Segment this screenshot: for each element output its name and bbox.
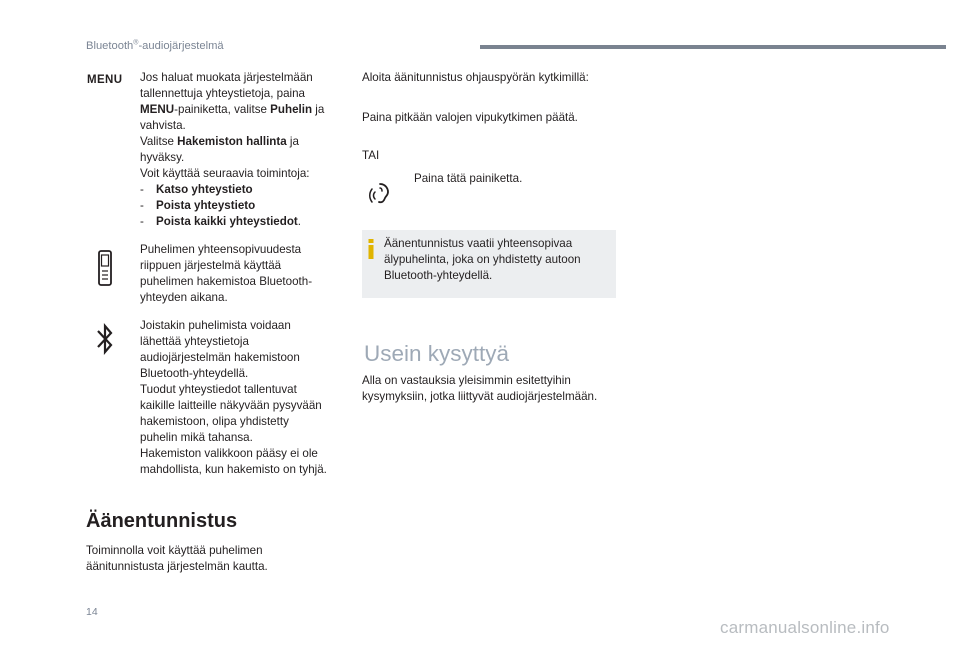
section-title-voice-recognition: Äänentunnistus	[86, 510, 238, 532]
section-title-faq: Usein kysyttyä	[364, 341, 510, 366]
list-item: - Poista yhteystieto	[140, 199, 256, 212]
info-icon	[368, 239, 374, 259]
phone-icon	[98, 250, 112, 291]
faq-intro-paragraph: Alla on vastauksia yleisimmin esitettyihin kysymyksiin, jotka liittyvät audiojärjestelmään.	[362, 374, 598, 403]
voice-recognition-paragraph: Toiminnolla voit käyttää puhelimen äänitunnistusta järjestelmän kautta.	[86, 544, 268, 573]
list-item: - Katso yhteystieto	[140, 183, 253, 196]
stalk-press-paragraph: Paina pitkään valojen vipukytkimen päätä.	[362, 111, 578, 124]
bluetooth-icon	[96, 322, 114, 361]
info-note-text: Äänentunnistus vaatii yhteensopivaa älypuhelinta, joka on yhdistetty autoon Bluetooth-yhteydellä.	[384, 237, 581, 282]
start-voice-paragraph: Aloita äänitunnistus ohjauspyörän kytkimillä:	[362, 71, 589, 84]
press-button-text: Paina tätä painiketta.	[414, 172, 523, 185]
phone-directory-paragraph: Puhelimen yhteensopivuudesta riippuen järjestelmä käyttää puhelimen hakemistoa Bluetooth- yhteyden aikana.	[140, 243, 313, 304]
menu-button-icon: MENU	[87, 74, 123, 86]
list-item: - Poista kaikki yhteystiedot.	[140, 215, 301, 228]
bluetooth-contacts-paragraph: Joistakin puhelimista voidaan lähettää yhteystietoja audiojärjestelmän hakemistoon Bluetooth-yhteydellä. Tuodut yhteystiedot tallentuvat kaikille laitteille näkyvään pysyvään hakemistoon, olipa yhdistetty puhelin mikä tahansa. Hakemiston valikkoon pääsy ei ole mahdollista, kun hakemisto on tyhjä.	[140, 319, 327, 476]
page-number: 14	[86, 606, 98, 618]
contacts-edit-paragraph: Jos haluat muokata järjestelmään tallennettuja yhteystietoja, paina MENU-painiketta, valitse Puhelin ja vahvista. Valitse Hakemiston hallinta ja hyväksy. Voit käyttää seuraavia toimintoja: - Katso yhteystieto - Poista yhteystieto - Poista kaikki yhteystiedot.	[140, 70, 350, 230]
watermark: carmanualsonline.info	[720, 618, 890, 637]
voice-command-icon	[368, 176, 398, 211]
header-rule	[480, 45, 946, 49]
or-label: TAI	[362, 149, 380, 162]
running-header: Bluetooth®-audiojärjestelmä	[86, 39, 224, 52]
